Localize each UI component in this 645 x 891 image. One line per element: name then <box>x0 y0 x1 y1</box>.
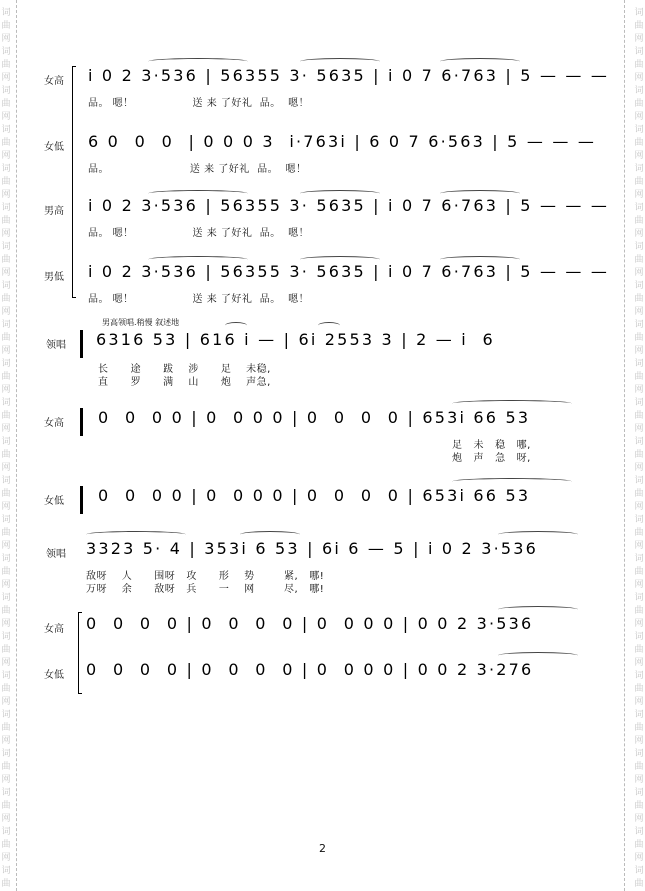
watermark-glyph: 曲 <box>1 879 11 889</box>
watermark-glyph: 网 <box>1 268 11 278</box>
system2-lyric-row: 足 未 稳 哪, <box>452 440 531 451</box>
watermark-glyph: 词 <box>1 359 11 369</box>
watermark-glyph: 词 <box>1 437 11 447</box>
watermark-glyph: 曲 <box>634 372 644 382</box>
watermark-glyph: 词 <box>634 125 644 135</box>
repeat-sign <box>80 330 87 358</box>
system3-brace <box>78 612 82 694</box>
slur <box>240 531 300 538</box>
watermark-glyph: 词 <box>634 203 644 213</box>
watermark-glyph: 词 <box>1 515 11 525</box>
watermark-glyph: 曲 <box>1 645 11 655</box>
slur <box>498 652 578 659</box>
watermark-glyph: 曲 <box>634 177 644 187</box>
watermark-glyph: 词 <box>634 398 644 408</box>
watermark-glyph: 曲 <box>634 528 644 538</box>
watermark-glyph: 词 <box>1 827 11 837</box>
watermark-glyph: 网 <box>1 502 11 512</box>
slur <box>300 58 380 65</box>
system3-part-label: 女低 <box>44 670 64 681</box>
system1-lyric-row: 品。 嗯！ 送 来 了好礼 品。 嗯！ <box>88 98 310 109</box>
watermark-glyph: 词 <box>1 242 11 252</box>
watermark-glyph: 曲 <box>634 60 644 70</box>
watermark-glyph: 网 <box>1 151 11 161</box>
watermark-glyph: 曲 <box>1 21 11 31</box>
watermark-glyph: 网 <box>634 658 644 668</box>
watermark-glyph: 网 <box>1 190 11 200</box>
watermark-glyph: 曲 <box>1 333 11 343</box>
watermark-glyph: 词 <box>1 86 11 96</box>
system1-lyric-row: 品。 嗯！ 送 来 了好礼 品。 嗯！ <box>88 294 310 305</box>
system2-lyric-row: 长 途 跋 涉 足 未稳, <box>98 364 271 375</box>
watermark-glyph: 词 <box>634 671 644 681</box>
slur <box>440 256 520 263</box>
watermark-glyph: 网 <box>1 775 11 785</box>
slur <box>318 322 340 329</box>
watermark-glyph: 词 <box>1 398 11 408</box>
system3-lyric-row: 万呀 余 敌呀 兵 一 网 尽, 哪! <box>86 584 325 595</box>
system3-notation-row: 0 0 0 0 | 0 0 0 0 | 0 0 0 0 | 0 0 2 3·276 <box>86 660 534 679</box>
watermark-glyph: 网 <box>634 190 644 200</box>
watermark-glyph: 曲 <box>634 294 644 304</box>
watermark-glyph: 曲 <box>634 762 644 772</box>
watermark-glyph: 词 <box>634 515 644 525</box>
watermark-glyph: 曲 <box>634 723 644 733</box>
watermark-glyph: 曲 <box>1 606 11 616</box>
performance-direction: 男高领唱.稍慢 叙述地 <box>102 318 180 327</box>
slur <box>225 322 247 329</box>
slur <box>148 256 248 263</box>
watermark-glyph: 网 <box>634 775 644 785</box>
slur <box>148 58 248 65</box>
watermark-glyph: 词 <box>1 671 11 681</box>
watermark-glyph: 词 <box>634 710 644 720</box>
watermark-glyph: 曲 <box>634 99 644 109</box>
watermark-glyph: 词 <box>1 788 11 798</box>
watermark-glyph: 曲 <box>1 684 11 694</box>
watermark-glyph: 曲 <box>1 138 11 148</box>
watermark-glyph: 曲 <box>1 411 11 421</box>
watermark-glyph: 曲 <box>1 294 11 304</box>
watermark-glyph: 词 <box>634 593 644 603</box>
watermark-glyph: 网 <box>1 580 11 590</box>
slur <box>452 400 572 407</box>
watermark-glyph: 网 <box>1 541 11 551</box>
watermark-glyph: 曲 <box>634 216 644 226</box>
watermark-glyph: 词 <box>634 632 644 642</box>
watermark-glyph: 曲 <box>1 177 11 187</box>
watermark-glyph: 网 <box>1 853 11 863</box>
watermark-glyph: 网 <box>1 736 11 746</box>
slur <box>300 190 380 197</box>
watermark-glyph: 曲 <box>1 723 11 733</box>
watermark-glyph: 词 <box>1 320 11 330</box>
watermark-glyph: 网 <box>634 151 644 161</box>
watermark-glyph: 网 <box>1 814 11 824</box>
watermark-glyph: 网 <box>634 112 644 122</box>
watermark-glyph: 词 <box>634 86 644 96</box>
system3-notation-row: 3323 5· 4 | 353i 6 53 | 6i 6 — 5 | i 0 2 3·536 <box>86 539 539 558</box>
watermark-glyph: 词 <box>1 164 11 174</box>
watermark-glyph: 词 <box>1 47 11 57</box>
watermark-glyph: 网 <box>634 424 644 434</box>
watermark-glyph: 曲 <box>1 567 11 577</box>
watermark-glyph: 曲 <box>1 255 11 265</box>
watermark-glyph: 网 <box>1 463 11 473</box>
slur <box>86 531 186 538</box>
watermark-glyph: 曲 <box>634 255 644 265</box>
watermark-glyph: 词 <box>1 8 11 18</box>
watermark-glyph: 曲 <box>1 528 11 538</box>
watermark-glyph: 词 <box>634 164 644 174</box>
watermark-glyph: 曲 <box>634 138 644 148</box>
watermark-glyph: 词 <box>634 320 644 330</box>
watermark-glyph: 词 <box>634 476 644 486</box>
watermark-glyph: 词 <box>634 242 644 252</box>
watermark-glyph: 词 <box>634 281 644 291</box>
watermark-glyph: 网 <box>1 307 11 317</box>
watermark-glyph: 曲 <box>1 216 11 226</box>
watermark-glyph: 曲 <box>634 450 644 460</box>
watermark-glyph: 曲 <box>1 450 11 460</box>
watermark-glyph: 词 <box>1 749 11 759</box>
watermark-glyph: 词 <box>634 47 644 57</box>
watermark-glyph: 网 <box>634 463 644 473</box>
watermark-glyph: 曲 <box>634 21 644 31</box>
system3-notation-row: 0 0 0 0 | 0 0 0 0 | 0 0 0 0 | 0 0 2 3·536 <box>86 614 534 633</box>
watermark-glyph: 词 <box>634 788 644 798</box>
watermark-glyph: 网 <box>634 268 644 278</box>
slur <box>498 606 578 613</box>
watermark-glyph: 网 <box>1 697 11 707</box>
watermark-glyph: 词 <box>634 827 644 837</box>
system3-part-label: 领唱 <box>46 549 66 560</box>
watermark-glyph: 曲 <box>1 372 11 382</box>
slur <box>148 190 248 197</box>
system1-part-label: 女高 <box>44 76 64 87</box>
watermark-glyph: 网 <box>634 697 644 707</box>
watermark-glyph: 词 <box>634 749 644 759</box>
watermark-glyph: 词 <box>1 281 11 291</box>
watermark-glyph: 词 <box>1 476 11 486</box>
watermark-glyph: 曲 <box>1 801 11 811</box>
system1-part-label: 男低 <box>44 272 64 283</box>
system2-lyric-row: 炮 声 急 呀, <box>452 453 531 464</box>
watermark-glyph: 曲 <box>1 762 11 772</box>
watermark-glyph: 曲 <box>634 489 644 499</box>
repeat-sign <box>80 408 87 436</box>
watermark-glyph: 网 <box>1 346 11 356</box>
slur <box>440 190 520 197</box>
watermark-glyph: 词 <box>1 632 11 642</box>
watermark-glyph: 词 <box>1 710 11 720</box>
watermark-glyph: 词 <box>634 437 644 447</box>
system2-notation-row: 0 0 0 0 | 0 0 0 0 | 0 0 0 0 | 653i 66 53 <box>98 486 531 505</box>
watermark-glyph: 网 <box>634 853 644 863</box>
watermark-glyph: 网 <box>634 346 644 356</box>
watermark-glyph: 词 <box>634 8 644 18</box>
repeat-sign <box>80 486 87 514</box>
system2-part-label: 领唱 <box>46 340 66 351</box>
watermark-glyph: 网 <box>634 580 644 590</box>
watermark-glyph: 网 <box>634 385 644 395</box>
watermark-glyph: 曲 <box>634 840 644 850</box>
slur <box>498 531 578 538</box>
watermark-glyph: 网 <box>1 112 11 122</box>
watermark-glyph: 网 <box>634 736 644 746</box>
watermark-glyph: 曲 <box>634 567 644 577</box>
watermark-glyph: 曲 <box>634 801 644 811</box>
watermark-glyph: 词 <box>1 554 11 564</box>
watermark-glyph: 词 <box>1 203 11 213</box>
system1-notation-row: i 0 2 3·536 | 56355 3· 5635 | i 0 7 6·763 | 5 — — — <box>88 196 610 215</box>
watermark-glyph: 词 <box>1 125 11 135</box>
watermark-glyph: 曲 <box>634 606 644 616</box>
watermark-glyph: 词 <box>1 593 11 603</box>
watermark-glyph: 曲 <box>1 840 11 850</box>
system2-lyric-row: 直 罗 满 山 炮 声急, <box>98 377 271 388</box>
system1-part-label: 女低 <box>44 142 64 153</box>
watermark-glyph: 网 <box>1 424 11 434</box>
system2-notation-row: 6316 53 | 616 i — | 6i 2553 3 | 2 — i 6 <box>96 330 495 349</box>
watermark-glyph: 词 <box>634 359 644 369</box>
watermark-glyph: 词 <box>1 866 11 876</box>
system3-lyric-row: 敌呀 人 围呀 攻 形 势 紧, 哪! <box>86 571 325 582</box>
watermark-glyph: 曲 <box>1 99 11 109</box>
watermark-glyph: 词 <box>634 554 644 564</box>
watermark-glyph: 网 <box>634 814 644 824</box>
slur <box>440 58 520 65</box>
watermark-glyph: 曲 <box>1 60 11 70</box>
watermark-glyph: 网 <box>634 229 644 239</box>
system1-notation-row: 6 0 0 0 | 0 0 0 3 i·763i | 6 0 7 6·563 | 5 — — — <box>88 132 597 151</box>
watermark-glyph: 网 <box>634 502 644 512</box>
watermark-glyph: 网 <box>634 541 644 551</box>
watermark-glyph: 曲 <box>634 684 644 694</box>
watermark-glyph: 网 <box>1 385 11 395</box>
watermark-glyph: 曲 <box>634 333 644 343</box>
system1-notation-row: i 0 2 3·536 | 56355 3· 5635 | i 0 7 6·763 | 5 — — — <box>88 66 610 85</box>
system1-part-label: 男高 <box>44 206 64 217</box>
system1-lyric-row: 品。 嗯！ 送 来 了好礼 品。 嗯！ <box>88 228 310 239</box>
watermark-glyph: 曲 <box>634 879 644 889</box>
watermark-glyph: 曲 <box>634 645 644 655</box>
system2-part-label: 女高 <box>44 418 64 429</box>
system1-notation-row: i 0 2 3·536 | 56355 3· 5635 | i 0 7 6·763 | 5 — — — <box>88 262 610 281</box>
watermark-glyph: 网 <box>634 73 644 83</box>
system3-part-label: 女高 <box>44 624 64 635</box>
slur <box>300 256 380 263</box>
watermark-glyph: 网 <box>1 34 11 44</box>
page-number: 2 <box>319 842 326 855</box>
system1-lyric-row: 品。 送 来 了好礼 品。 嗯！ <box>88 164 307 175</box>
watermark-glyph: 词 <box>634 866 644 876</box>
watermark-glyph: 网 <box>1 229 11 239</box>
watermark-glyph: 曲 <box>634 411 644 421</box>
watermark-glyph: 网 <box>634 34 644 44</box>
watermark-glyph: 网 <box>634 307 644 317</box>
watermark-glyph: 网 <box>1 73 11 83</box>
watermark-glyph: 网 <box>634 619 644 629</box>
system2-part-label: 女低 <box>44 496 64 507</box>
system1-brace <box>72 66 76 298</box>
watermark-glyph: 网 <box>1 658 11 668</box>
watermark-glyph: 曲 <box>1 489 11 499</box>
watermark-glyph: 网 <box>1 619 11 629</box>
system2-notation-row: 0 0 0 0 | 0 0 0 0 | 0 0 0 0 | 653i 66 53 <box>98 408 531 427</box>
slur <box>452 478 572 485</box>
